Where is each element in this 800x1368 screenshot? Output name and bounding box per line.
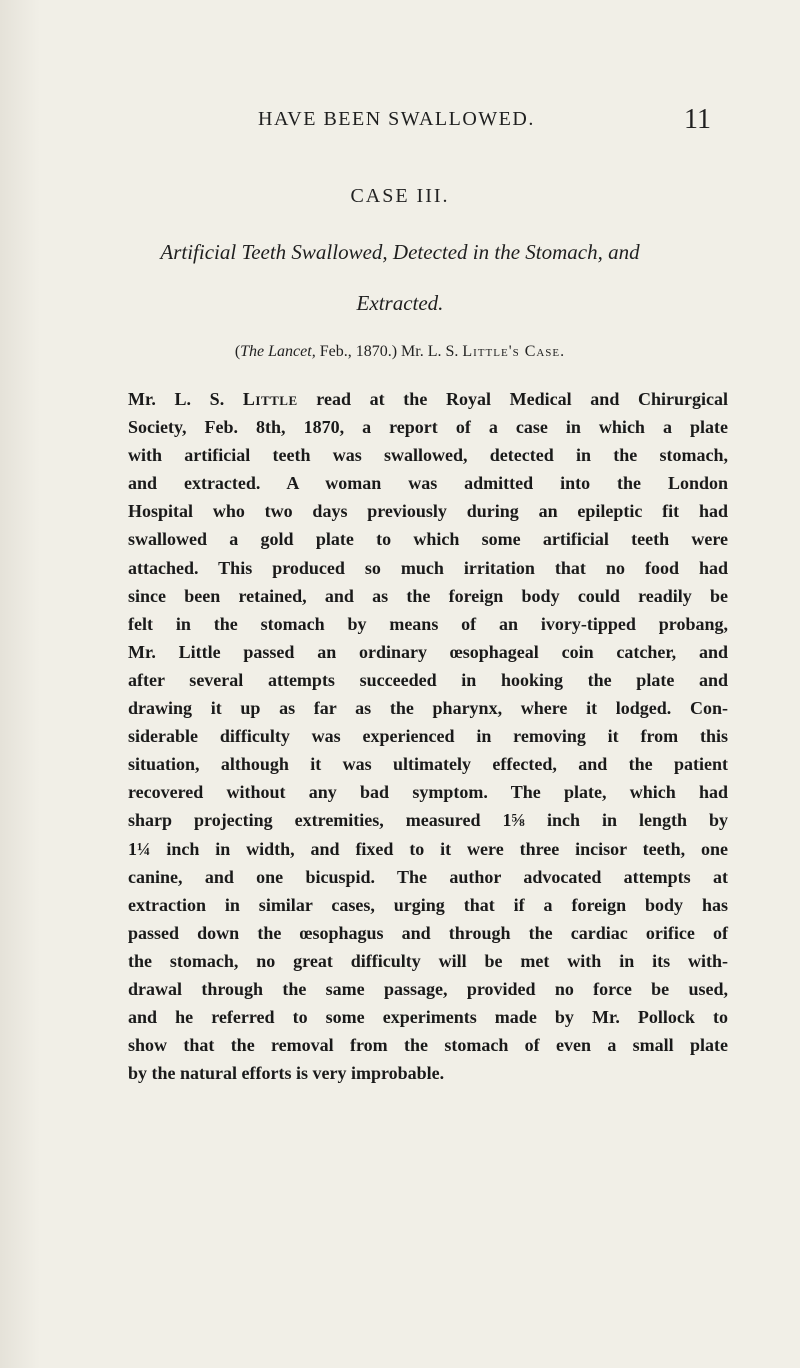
body-line: Mr. Little passed an ordinary œsophageal coin catcher, and xyxy=(128,641,728,662)
case-subtitle-line-1: Artificial Teeth Swallowed, Detected in the Stomach, and xyxy=(160,240,640,264)
body-line: drawing it up as far as the pharynx, where it lodged. Con- xyxy=(128,698,728,719)
body-line: situation, although it was ultimately effected, and the patient xyxy=(128,754,728,775)
running-head xyxy=(0,104,800,140)
body-line-pre: Mr. L. S. xyxy=(128,389,243,409)
citation xyxy=(0,343,800,361)
body-line: extraction in similar cases, urging that if a foreign body has xyxy=(128,894,728,915)
body-line: recovered without any bad symptom. The plate, which had xyxy=(128,782,728,803)
citation-journal: The Lancet, xyxy=(240,343,316,360)
body-line: after several attempts succeeded in hooking the plate and xyxy=(128,669,728,690)
body-line: the stomach, no great difficulty will be met with in its with- xyxy=(128,950,728,971)
case-subtitle-line-2: Extracted. xyxy=(356,291,444,315)
body-line: and extracted. A woman was admitted into the London xyxy=(128,473,728,494)
body-line: with artificial teeth was swallowed, detected in the stomach, xyxy=(128,445,728,466)
body-line: canine, and one bicuspid. The author advocated attempts at xyxy=(128,866,728,887)
citation-date: Feb., 1870.) Mr. L. S. xyxy=(315,343,463,360)
body-line: and he referred to some experiments made by Mr. Pollock to xyxy=(128,1007,728,1028)
body-paragraph xyxy=(128,385,728,1087)
body-line: felt in the stomach by means of an ivory-tipped probang, xyxy=(128,613,728,634)
body-line: 1¼ inch in width, and fixed to it were three incisor teeth, one xyxy=(128,838,728,859)
body-line: sharp projecting extremities, measured 1⅝ inch in length by xyxy=(128,810,728,831)
body-line: by the natural efforts is very improbable. xyxy=(128,1063,445,1084)
citation-open: ( xyxy=(234,343,241,360)
body-line-post: read at the Royal Medical and Chirurgical xyxy=(297,389,728,409)
body-line: Hospital who two days previously during an epileptic fit had xyxy=(128,501,728,522)
body-line: since been retained, and as the foreign body could readily be xyxy=(128,585,728,606)
case-title: CASE III. xyxy=(350,185,450,207)
body-line xyxy=(128,385,728,413)
page-number: 11 xyxy=(684,104,711,135)
citation-case-name: Little's Case. xyxy=(462,343,566,360)
body-line: Society, Feb. 8th, 1870, a report of a case in which a plate xyxy=(128,417,728,438)
author-name: Little xyxy=(242,389,298,409)
running-title: HAVE BEEN SWALLOWED. xyxy=(258,108,535,130)
body-line: passed down the œsophagus and through the cardiac orifice of xyxy=(128,922,728,943)
body-line: show that the removal from the stomach of even a small plate xyxy=(128,1035,728,1056)
body-line: swallowed a gold plate to which some artificial teeth were xyxy=(128,529,728,550)
body-line: attached. This produced so much irritation that no food had xyxy=(128,557,728,578)
body-line: drawal through the same passage, provided no force be used, xyxy=(128,978,728,999)
body-line: siderable difficulty was experienced in removing it from this xyxy=(128,726,728,747)
